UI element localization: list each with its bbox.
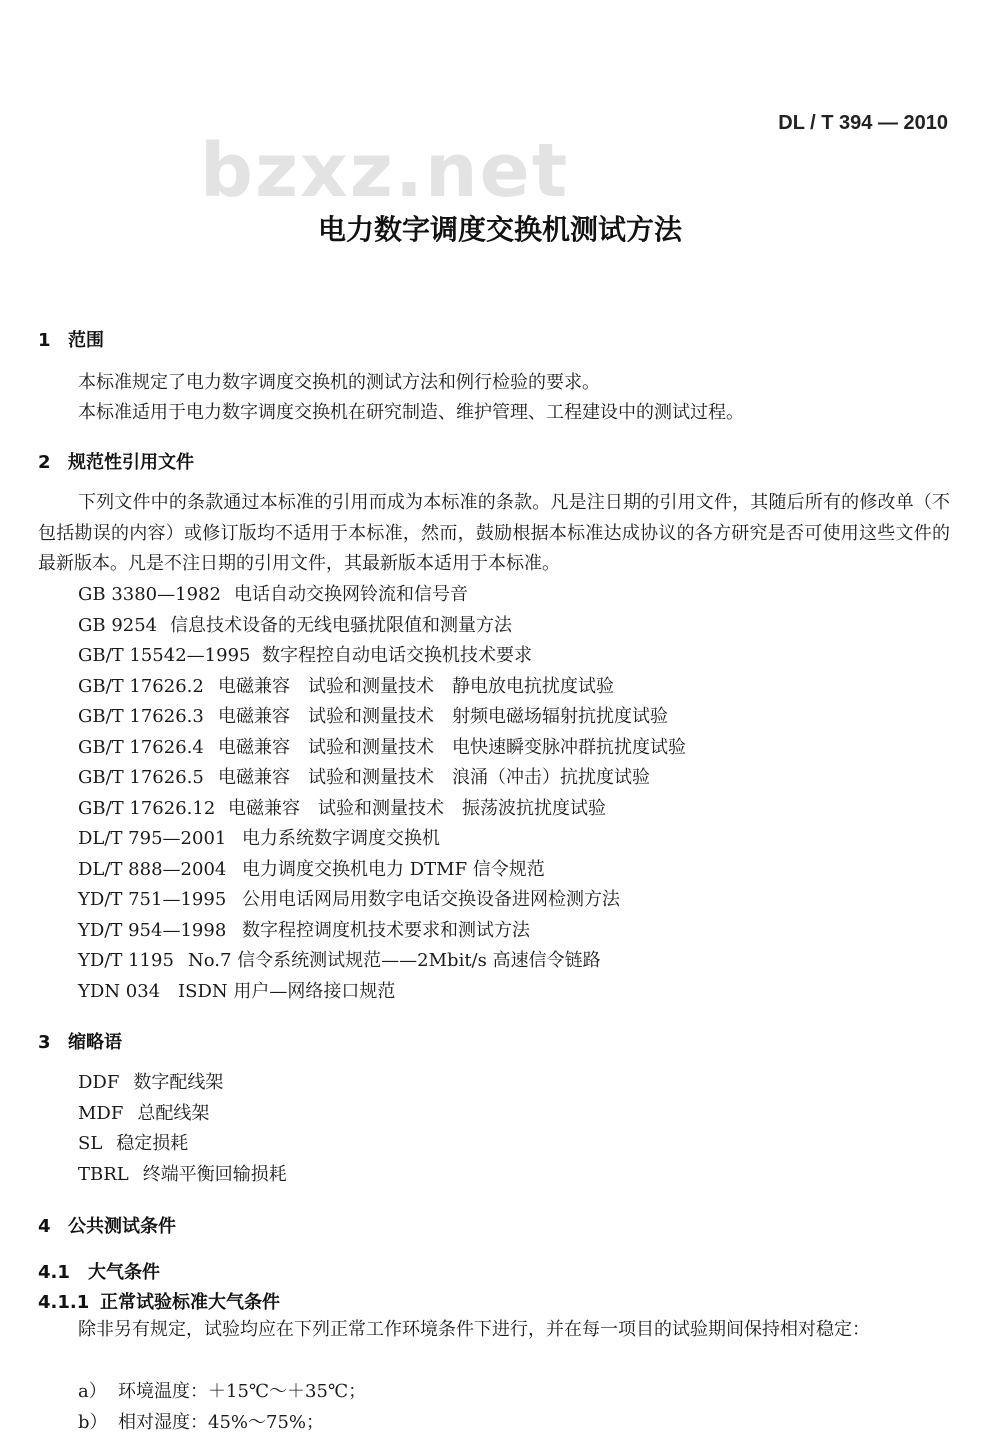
- reference-item: [78, 702, 686, 733]
- watermark: bzxz.net: [200, 128, 570, 214]
- reference-item: [78, 641, 686, 672]
- abbreviation-code: MDF: [78, 1102, 124, 1124]
- reference-code: GB 3380—1982: [78, 584, 221, 605]
- reference-title: 电磁兼容 试验和测量技术 振荡波抗扰度试验: [228, 797, 606, 819]
- reference-list: [78, 580, 686, 1007]
- reference-code: YD/T 1195: [78, 950, 174, 971]
- abbreviation-list: [78, 1068, 287, 1190]
- abbreviation-item: [78, 1099, 287, 1130]
- condition-label: a）: [78, 1381, 107, 1402]
- reference-title: 数字程控调度机技术要求和测试方法: [242, 919, 530, 941]
- reference-code: GB 9254: [78, 614, 158, 636]
- abbreviation-item: [78, 1068, 287, 1099]
- references-intro: 下列文件中的条款通过本标准的引用而成为本标准的条款。凡是注日期的引用文件，其随后所有的修改单（不包括勘误的内容）或修订版均不适用于本标准，然而，鼓励根据本标准达成协议的各方研究是否可使用这些文件的最新版本。凡是不注日期的引用文件，其最新版本适用于本标准。: [38, 492, 950, 574]
- reference-code: GB/T 17626.3: [78, 706, 204, 727]
- section-title: 正常试验标准大气条件: [100, 1292, 280, 1313]
- reference-title: 公用电话网局用数字电话交换设备进网检测方法: [242, 889, 620, 910]
- scope-paragraph-1: 本标准规定了电力数字调度交换机的测试方法和例行检验的要求。: [78, 372, 600, 393]
- reference-title: No.7 信令系统测试规范——2Mbit/s 高速信令链路: [188, 950, 601, 971]
- section-title: 范围: [68, 330, 104, 351]
- scope-paragraph-2: 本标准适用于电力数字调度交换机在研究制造、维护管理、工程建设中的测试过程。: [78, 402, 744, 423]
- abbreviation-item: [78, 1160, 287, 1191]
- section-number: 4.1.1: [38, 1292, 90, 1313]
- section-3-heading: [38, 1028, 122, 1054]
- abbreviation-meaning: 终端平衡回输损耗: [142, 1163, 287, 1185]
- reference-item: [78, 580, 686, 611]
- reference-title: 电力调度交换机电力 DTMF 信令规范: [242, 858, 545, 880]
- section-title: 大气条件: [88, 1262, 160, 1283]
- abbreviation-item: [78, 1129, 287, 1160]
- reference-title: 电磁兼容 试验和测量技术 浪涌（冲击）抗扰度试验: [218, 767, 650, 788]
- condition-list: [78, 1376, 366, 1438]
- section-number: 4.1: [38, 1262, 70, 1283]
- reference-code: DL/T 888—2004: [78, 858, 227, 880]
- reference-item: [78, 885, 686, 916]
- reference-code: GB/T 15542—1995: [78, 645, 251, 666]
- abbreviation-code: TBRL: [78, 1163, 129, 1185]
- section-number: 1: [38, 330, 51, 351]
- condition-label: b）: [78, 1412, 108, 1433]
- reference-code: GB/T 17626.5: [78, 767, 204, 788]
- reference-item: [78, 672, 686, 703]
- standard-code: DL / T 394 — 2010: [778, 112, 948, 134]
- condition-text: 环境温度：＋15℃～＋35℃；: [118, 1381, 367, 1402]
- reference-item: [78, 946, 686, 977]
- reference-code: YD/T 954—1998: [78, 919, 227, 941]
- reference-code: YD/T 751—1995: [78, 889, 227, 910]
- section-1-heading: [38, 326, 104, 352]
- abbreviation-meaning: 数字配线架: [133, 1072, 224, 1093]
- reference-item: [78, 733, 686, 764]
- reference-item: [78, 824, 686, 855]
- reference-code: GB/T 17626.2: [78, 675, 204, 697]
- document-title: 电力数字调度交换机测试方法: [317, 213, 682, 246]
- atmosphere-intro: 除非另有规定，试验均应在下列正常工作环境条件下进行，并在每一项目的试验期间保持相对稳定：: [78, 1319, 870, 1340]
- reference-title: 电磁兼容 试验和测量技术 静电放电抗扰度试验: [218, 675, 614, 697]
- abbreviation-meaning: 稳定损耗: [116, 1133, 189, 1154]
- section-4-1-1-heading: [38, 1288, 280, 1314]
- section-number: 2: [38, 452, 51, 473]
- reference-title: 电磁兼容 试验和测量技术 射频电磁场辐射抗扰度试验: [218, 706, 668, 727]
- reference-title: 电力系统数字调度交换机: [242, 828, 440, 849]
- section-4-heading: [38, 1212, 176, 1238]
- reference-code: GB/T 17626.4: [78, 736, 204, 758]
- reference-item: [78, 977, 686, 1008]
- condition-text: 相对湿度：45%～75%；: [118, 1412, 325, 1433]
- section-4-1-heading: [38, 1258, 160, 1284]
- reference-title: ISDN 用户—网络接口规范: [178, 980, 396, 1002]
- reference-title: 电磁兼容 试验和测量技术 电快速瞬变脉冲群抗扰度试验: [218, 736, 686, 758]
- section-title: 缩略语: [68, 1032, 122, 1053]
- section-number: 4: [38, 1216, 51, 1237]
- section-title: 公共测试条件: [68, 1216, 176, 1237]
- section-number: 3: [38, 1032, 51, 1053]
- reference-item: [78, 916, 686, 947]
- reference-code: DL/T 795—2001: [78, 828, 227, 849]
- reference-title: 电话自动交换网铃流和信号音: [234, 584, 468, 605]
- abbreviation-code: SL: [78, 1133, 103, 1154]
- abbreviation-meaning: 总配线架: [137, 1102, 210, 1124]
- reference-item: [78, 855, 686, 886]
- abbreviation-code: DDF: [78, 1072, 120, 1093]
- section-2-heading: [38, 448, 194, 474]
- reference-code: GB/T 17626.12: [78, 797, 216, 819]
- section-title: 规范性引用文件: [68, 452, 194, 473]
- reference-title: 数字程控自动电话交换机技术要求: [262, 645, 532, 666]
- condition-item: [78, 1376, 366, 1407]
- reference-title: 信息技术设备的无线电骚扰限值和测量方法: [170, 614, 512, 636]
- reference-code: YDN 034: [78, 980, 161, 1002]
- reference-item: [78, 794, 686, 825]
- condition-item: [78, 1407, 366, 1438]
- reference-item: [78, 763, 686, 794]
- reference-item: [78, 611, 686, 642]
